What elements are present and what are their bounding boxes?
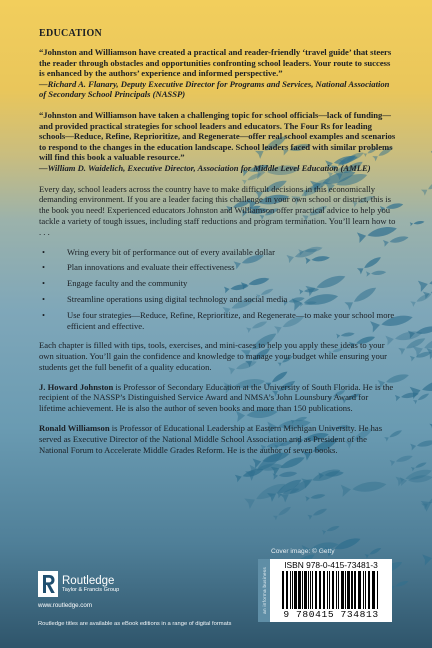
- list-item-text: Use four strategies—Reduce, Refine, Reprioritize, and Regenerate—to make your school more efficient and effective.: [67, 309, 395, 331]
- barcode-bar: [368, 571, 370, 609]
- barcode-bar: [298, 571, 301, 609]
- barcode-bar: [336, 571, 337, 609]
- author-bio: [39, 382, 397, 414]
- intro-paragraph: Every day, school leaders across the country have to make difficult decisions in this economically demanding environment. If you are a leader facing this challenge in your own school or district, this is the book you need! Experienced educators Johnston and Williamson offer practical advice to help you tackle a variety of tough issues, including staff reductions and program termination. You’ll learn how to . . .: [39, 183, 396, 237]
- barcode-bar: [363, 571, 364, 609]
- barcode-bar: [312, 571, 313, 609]
- list-item-text: Engage faculty and the community: [67, 278, 188, 289]
- list-item: [39, 310, 397, 332]
- fish-shape: [410, 438, 432, 451]
- fish-shape: [421, 176, 432, 196]
- publisher-url: www.routledge.com: [38, 602, 92, 609]
- quote-text: “Johnston and Williamson have taken a challenging topic for school officials—lack of funding—and provided practical strategies for school leaders and educators. The Four Rs for leading schools—Reduce, Refine, Reprioritize, and Regenerate—offer real school examples and scenarios to respond to the changes in the education landscape. School leaders faced with similar problems will find this book a valuable resource.”: [39, 109, 396, 163]
- isbn-barcode: [270, 559, 392, 622]
- quote-text: “Johnston and Williamson have created a practical and reader-friendly ‘travel guide’ that steers the reader through obstacles and opportunities confronting school leaders. Your route to success is enhanced by the authors’ experience and informed perspective.”: [39, 47, 392, 79]
- benefit-list: [39, 247, 397, 332]
- list-item: [39, 247, 397, 258]
- fish-shape: [307, 506, 328, 520]
- publisher-brand: Routledge: [62, 574, 115, 587]
- barcode-bar: [345, 571, 346, 609]
- subject-strip-text: an informa business: [261, 567, 267, 614]
- fish-shape: [410, 220, 425, 226]
- endorsement-quote: [39, 47, 397, 100]
- fish-shape: [341, 478, 388, 497]
- bullet-icon: •: [42, 293, 46, 304]
- barcode-bar: [323, 571, 325, 609]
- barcode-bar: [304, 571, 307, 609]
- author-bio-text: is Professor of Educational Leadership at Eastern Michigan University. He has served as Executive Director of the National Middle School Association and as President of the National Forum to Accelerate Middle Grades Reform. He is the author of seven books.: [39, 423, 383, 455]
- bullet-icon: •: [42, 309, 46, 320]
- barcode-bar: [358, 571, 361, 609]
- endorsement-quote: [39, 110, 397, 174]
- bullet-icon: •: [42, 262, 46, 273]
- author-bio: [39, 423, 397, 455]
- author-bio-text: is Professor of Secondary Education at the University of South Florida. He is the recipient of the NASSP’s Distinguished Service Award and NMSA’s John Lounsbury Award for lifetime achievement. He is also the author of seven books and more than 150 publications.: [39, 381, 394, 414]
- barcode-bar: [365, 571, 366, 609]
- list-item-text: Streamline operations using digital technology and social media: [67, 293, 288, 304]
- publisher-group: Taylor & Francis Group: [62, 586, 120, 593]
- fish-shape: [273, 505, 293, 521]
- bullet-icon: •: [42, 246, 46, 257]
- ebook-note: Routledge titles are available as eBook editions in a range of digital formats: [38, 621, 232, 627]
- barcode-bar: [282, 571, 284, 609]
- barcode-bar: [341, 571, 344, 609]
- bullet-icon: •: [42, 278, 46, 289]
- barcode-bar: [332, 571, 334, 609]
- barcode-bar: [292, 571, 293, 609]
- subject-strip: [258, 559, 270, 622]
- author-name: Ronald Williamson: [39, 423, 110, 434]
- fish-shape: [421, 480, 432, 511]
- barcode-bar: [351, 571, 353, 609]
- barcode-bar: [327, 571, 328, 609]
- barcode-bar: [338, 571, 339, 609]
- quote-attribution: —Richard A. Flanary, Deputy Executive Director for Programs and Services, National Association of Secondary School Principals (NASSP): [39, 78, 390, 100]
- list-item: [39, 262, 397, 273]
- category-heading: EDUCATION: [39, 28, 103, 39]
- barcode-bar: [308, 571, 309, 609]
- list-item: [39, 294, 397, 305]
- barcode-bar: [310, 571, 311, 609]
- fish-shape: [418, 270, 432, 292]
- barcode-bar: [347, 571, 350, 609]
- fish-shape: [301, 465, 342, 489]
- list-item-text: Plan innovations and evaluate their effectiveness: [67, 262, 235, 273]
- barcode-bar: [377, 571, 378, 609]
- barcode-bar: [319, 571, 321, 609]
- publisher-logo: [38, 571, 119, 597]
- fish-shape: [305, 492, 326, 501]
- fish-shape: [322, 524, 341, 535]
- fish-shape: [364, 546, 382, 559]
- barcode-digits: 9 780415 734813: [283, 609, 379, 620]
- barcode-bar: [372, 571, 375, 609]
- barcode-image: [282, 571, 380, 609]
- closing-paragraph: Each chapter is filled with tips, tools, exercises, and mini-cases to help you apply these ideas to your own situation. You’ll gain the confidence and knowledge to manage your budget while ensuring your students get the full benefit of a quality education.: [39, 340, 387, 372]
- author-name: J. Howard Johnston: [39, 381, 114, 392]
- quote-attribution: —William D. Waidelich, Executive Director, Association for Middle Level Education (AMLE): [39, 162, 371, 173]
- routledge-r-logo-icon: [38, 571, 58, 597]
- isbn-label: ISBN 978-0-415-73481-3: [284, 560, 378, 570]
- fish-shape: [390, 579, 409, 590]
- barcode-bar: [354, 571, 356, 609]
- fish-shape: [411, 461, 428, 472]
- barcode-bar: [294, 571, 297, 609]
- barcode-bar: [329, 571, 330, 609]
- cover-image-credit: Cover image: © Getty: [271, 548, 335, 555]
- barcode-bar: [290, 571, 291, 609]
- back-cover-text: [39, 28, 397, 464]
- barcode-bar: [315, 571, 317, 609]
- barcode-bar: [302, 571, 303, 609]
- list-item-text: Wring every bit of performance out of every available dollar: [67, 246, 275, 257]
- barcode-bar: [286, 571, 288, 609]
- list-item: [39, 278, 397, 289]
- fish-shape: [422, 545, 432, 565]
